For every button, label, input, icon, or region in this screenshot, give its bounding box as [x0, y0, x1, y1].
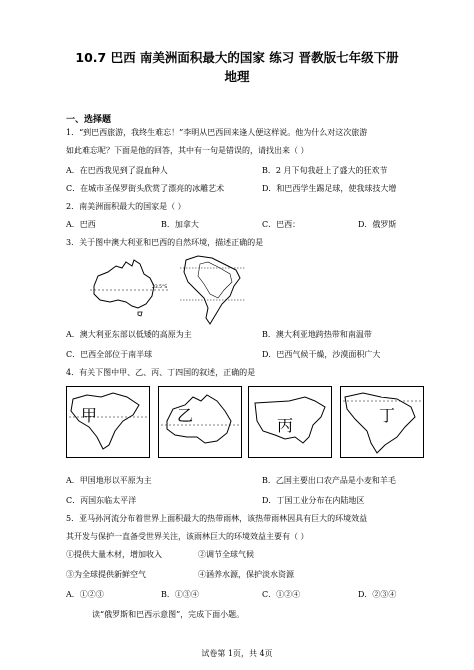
question-2-option-c: C．巴西： — [262, 220, 301, 229]
map-ding-label: 丁 — [379, 406, 396, 425]
question-5-item-2: ②调节全球气候 — [198, 550, 254, 559]
latitude-label: 23.5°S — [152, 285, 168, 290]
question-5-option-b: B．①③④ — [161, 590, 199, 599]
page-title: 10.7 巴西 南美洲面积最大的国家 练习 晋教版七年级下册 — [75, 50, 399, 65]
instruction-text: 读“俄罗斯和巴西示意图”，完成下面小题。 — [92, 610, 245, 619]
question-1-text: 1．“到巴西旅游，我终生难忘！”李明从巴西回来逢人便这样说。他为什么对这次旅游 — [66, 128, 368, 137]
question-2-option-d: D．俄罗斯 — [358, 220, 397, 229]
question-4-option-a: A．甲国地形以平原为主 — [66, 476, 152, 485]
question-2-option-b: B．加拿大 — [161, 220, 199, 229]
question-1-text-cont: 如此难忘呢？下面是他的回答，其中有一句是错误的，请找出来（ ） — [66, 146, 309, 155]
map-yi — [158, 386, 242, 458]
question-3-text: 3．关于图中澳大利亚和巴西的自然环境，描述正确的是 — [66, 238, 264, 247]
map-bing-label: 丙 — [277, 416, 294, 435]
question-4-option-b: B．乙国主要出口农产品是小麦和羊毛 — [262, 476, 396, 485]
map-ding — [340, 386, 424, 458]
question-5-item-1: ①提供大量木材，增加收入 — [66, 550, 162, 559]
page-footer: 试卷第 1页，共 4页 — [201, 649, 273, 658]
question-5-item-3: ③为全球提供新鲜空气 — [66, 570, 146, 579]
question-1-option-c: C．在城市圣保罗街头欣赏了漂亮的冰雕艺术 — [66, 184, 225, 193]
question-5-option-a: A．①②③ — [66, 590, 104, 599]
brazil-map — [178, 254, 248, 326]
page-title-subject: 地理 — [224, 69, 250, 84]
question-1-option-a: A．在巴西我见到了混血种人 — [66, 166, 168, 175]
question-3-option-d: D．巴西气候干燥，沙漠面积广大 — [262, 350, 381, 359]
question-3-option-b: B．澳大利亚地跨热带和南温带 — [262, 330, 372, 339]
question-3-option-a: A．澳大利亚东部以低矮的高原为主 — [66, 330, 192, 339]
question-2-option-a: A．巴西 — [66, 220, 96, 229]
question-5-text: 5．亚马孙河流分布着世界上面积最大的热带雨林，该热带雨林因具有巨大的环境效益 — [66, 514, 368, 523]
question-4-option-d: D．丁国工业分布在内陆地区 — [262, 496, 365, 505]
question-3-option-c: C．巴西全部位于南半球 — [66, 350, 153, 359]
question-2-text: 2．南美洲面积最大的国家是（ ） — [66, 202, 186, 211]
question-5-option-c: C．①②④ — [262, 590, 301, 599]
question-4-option-c: C．丙国东临太平洋 — [66, 496, 137, 505]
map-bing — [248, 386, 332, 458]
question-4-text: 4．有关下图中甲、乙、丙、丁四国的叙述，正确的是 — [66, 368, 256, 377]
map-jia — [66, 386, 150, 458]
australia-outline — [159, 387, 241, 457]
section-heading: 一、选择题 — [66, 115, 112, 125]
question-1-option-b: B．2 月下旬我赶上了盛大的狂欢节 — [262, 166, 388, 175]
map-yi-label: 乙 — [177, 406, 194, 425]
question-5-item-4: ④涵养水源，保护淡水资源 — [198, 570, 294, 579]
india-outline — [67, 387, 149, 457]
question-5-option-d: D．②③④ — [358, 590, 397, 599]
question-5-text-cont: 其开发与保护一直备受世界关注，该雨林巨大的环境效益主要有（ ） — [66, 532, 309, 541]
map-jia-label: 甲 — [81, 406, 98, 425]
question-1-option-d: D．和巴西学生踢足球，使我球技大增 — [262, 184, 397, 193]
australia-map — [88, 256, 170, 318]
